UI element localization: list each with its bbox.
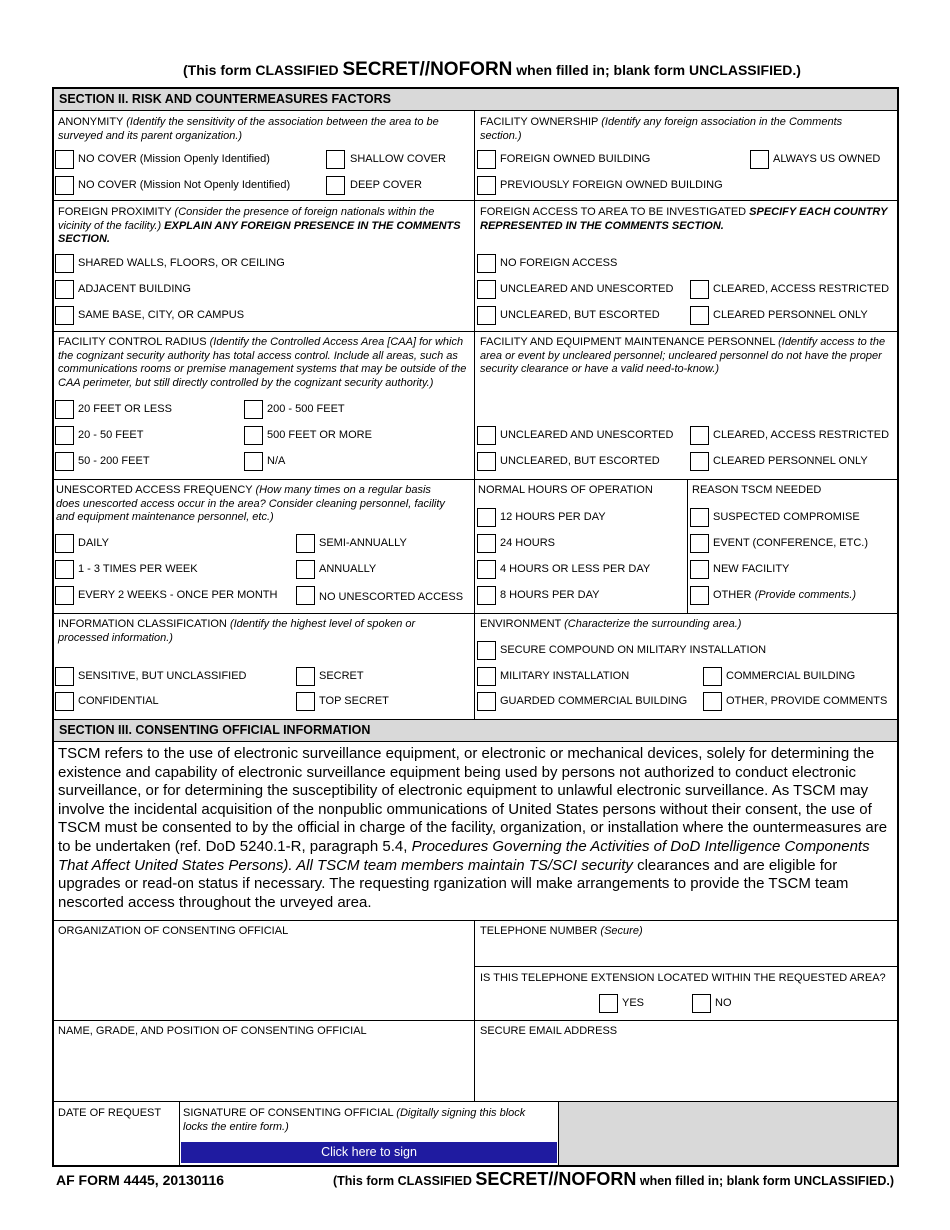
org-field[interactable] [56, 942, 472, 1018]
option-label: 50 - 200 FEET [78, 455, 150, 467]
checkbox-1-3-per-week[interactable] [55, 560, 74, 579]
divider [474, 920, 475, 1102]
option-label: TOP SECRET [319, 695, 389, 707]
option-label: UNCLEARED AND UNESCORTED [500, 283, 674, 295]
option-label: UNCLEARED AND UNESCORTED [500, 429, 674, 441]
option-label: ALWAYS US OWNED [773, 153, 881, 165]
checkbox-200-500ft[interactable] [244, 400, 263, 419]
checkbox-50-200ft[interactable] [55, 452, 74, 471]
option-label: NO COVER (Mission Not Openly Identified) [78, 179, 291, 191]
divider [54, 1020, 897, 1021]
divider [54, 331, 897, 332]
control-radius-label: FACILITY CONTROL RADIUS (Identify the Controlled Access Area [CAA] for which the cognizant security authority has total access control. Include all areas, such as communications rooms or premise management systems that may be outside of the CAA perimeter, but still directly controlled by the cognizant security authority.) [58, 336, 467, 389]
option-label: 24 HOURS [500, 537, 556, 549]
checkbox-4-hours-or-less[interactable] [477, 560, 496, 579]
classification-banner-bottom: (This form CLASSIFIED SECRET//NOFORN when filled in; blank form UNCLASSIFIED.) [333, 1169, 895, 1189]
option-label: 20 - 50 FEET [78, 429, 144, 441]
option-label: SENSITIVE, BUT UNCLASSIFIED [78, 670, 247, 682]
checkbox-mp-cleared-restricted[interactable] [690, 426, 709, 445]
checkbox-fa-cleared-restricted[interactable] [690, 280, 709, 299]
checkbox-no-cover-not-open[interactable] [55, 176, 74, 195]
checkbox-environment-other[interactable] [703, 692, 722, 711]
checkbox-annually[interactable] [296, 560, 315, 579]
option-label: CLEARED, ACCESS RESTRICTED [713, 283, 890, 295]
option-label: 12 HOURS PER DAY [500, 511, 606, 523]
checkbox-event[interactable] [690, 534, 709, 553]
ownership-label: FACILITY OWNERSHIP (Identify any foreign association in the Comments section.) [480, 116, 843, 142]
checkbox-previously-foreign-owned[interactable] [477, 176, 496, 195]
consent-paragraph: TSCM refers to the use of electronic surveillance equipment, or electronic or mechanical devices, solely for determining the existence and capability of electronic surveillance equipment being used by persons not authorized to conduct electronic surveillance, or for determining the susceptibility of electronic equipment to unlawful electronic surveillance. As TSCM may involve the incidental acquisition of the nonpublic ommunications of United States persons without their consent, the use of TSCM must be consented to by the official in charge of the facility, organization, or installation where the ountermeasures are to be undertaken (ref. DoD 5240.1-R, paragraph 5.4, Procedures Governing the Activities of DoD Intelligence Components That Affect United States Persons). All TSCM team members maintain TS/SCI security clearances and are eligible for upgrades or read-on status if necessary. The requesting rganization will make arrangements to provide the TSCM team nescorted access throughout the urveyed area. [58, 745, 888, 911]
option-label: DAILY [78, 537, 109, 549]
phone-field[interactable] [476, 942, 896, 964]
option-label: CLEARED, ACCESS RESTRICTED [713, 429, 890, 441]
option-label: SEMI-ANNUALLY [319, 537, 407, 549]
checkbox-reason-other[interactable] [690, 586, 709, 605]
checkbox-20-50ft[interactable] [55, 426, 74, 445]
maintenance-label: FACILITY AND EQUIPMENT MAINTENANCE PERSONNEL (Identify access to the area or event by uncleared personnel; uncleared personnel do not have the proper security clearance or have a valid need-to-know.) [480, 336, 886, 375]
org-label: ORGANIZATION OF CONSENTING OFFICIAL [58, 925, 289, 937]
name-label: NAME, GRADE, AND POSITION OF CONSENTING OFFICIAL [58, 1025, 367, 1037]
option-label: DEEP COVER [350, 179, 422, 191]
option-label: UNCLEARED, BUT ESCORTED [500, 309, 660, 321]
divider [179, 1101, 180, 1165]
option-label: COMMERCIAL BUILDING [726, 670, 856, 682]
option-label: 8 HOURS PER DAY [500, 589, 600, 601]
section-2-header: SECTION II. RISK AND COUNTERMEASURES FACTORS [54, 89, 897, 111]
checkbox-mp-uncleared-unescorted[interactable] [477, 426, 496, 445]
checkbox-sbu[interactable] [55, 667, 74, 686]
checkbox-confidential[interactable] [55, 692, 74, 711]
option-label: OTHER, PROVIDE COMMENTS [726, 695, 888, 707]
checkbox-same-base[interactable] [55, 306, 74, 325]
checkbox-no-cover-open[interactable] [55, 150, 74, 169]
option-label: PREVIOUSLY FOREIGN OWNED BUILDING [500, 179, 723, 191]
frequency-label: UNESCORTED ACCESS FREQUENCY (How many times on a regular basis does unescorted access occur in the area? Consider cleaning personnel, facility and equipment maintenance personnel, etc.) [56, 484, 445, 523]
checkbox-mp-cleared-only[interactable] [690, 452, 709, 471]
option-label: OTHER (Provide comments.) [713, 589, 857, 601]
option-label: NO FOREIGN ACCESS [500, 257, 618, 269]
divider [474, 110, 475, 719]
sign-button[interactable]: Click here to sign [181, 1142, 557, 1163]
checkbox-every-2-weeks[interactable] [55, 586, 74, 605]
option-label: CONFIDENTIAL [78, 695, 159, 707]
option-label: 200 - 500 FEET [267, 403, 345, 415]
checkbox-fa-cleared-only[interactable] [690, 306, 709, 325]
checkbox-commercial-building[interactable] [703, 667, 722, 686]
option-label: SHARED WALLS, FLOORS, OR CEILING [78, 257, 285, 269]
divider [474, 966, 897, 967]
option-label: SECRET [319, 670, 364, 682]
option-label: NEW FACILITY [713, 563, 790, 575]
divider [54, 479, 897, 480]
checkbox-no-foreign-access[interactable] [477, 254, 496, 273]
checkbox-12-hours[interactable] [477, 508, 496, 527]
hours-label: NORMAL HOURS OF OPERATION [478, 484, 653, 496]
option-label: SUSPECTED COMPROMISE [713, 511, 860, 523]
checkbox-new-facility[interactable] [690, 560, 709, 579]
option-label: 20 FEET OR LESS [78, 403, 172, 415]
option-label: 4 HOURS OR LESS PER DAY [500, 563, 651, 575]
anonymity-label: ANONYMITY (Identify the sensitivity of the association between the area to be surveyed and its parent organization.) [58, 116, 439, 142]
checkbox-shallow-cover[interactable] [326, 150, 345, 169]
checkbox-secure-compound[interactable] [477, 641, 496, 660]
phone-label: TELEPHONE NUMBER (Secure) [480, 925, 643, 937]
option-label: FOREIGN OWNED BUILDING [500, 153, 651, 165]
divider [54, 200, 897, 201]
checkbox-daily[interactable] [55, 534, 74, 553]
option-label: GUARDED COMMERCIAL BUILDING [500, 695, 688, 707]
checkbox-ext-no[interactable] [692, 994, 711, 1013]
foreign-access-label: FOREIGN ACCESS TO AREA TO BE INVESTIGATED SPECIFY EACH COUNTRY REPRESENTED IN THE COMMENTS SECTION. [480, 206, 888, 232]
info-classification-label: INFORMATION CLASSIFICATION (Identify the highest level of spoken or processed information.) [58, 618, 416, 644]
option-label: SAME BASE, CITY, OR CAMPUS [78, 309, 245, 321]
section-3-header: SECTION III. CONSENTING OFFICIAL INFORMATION [54, 720, 897, 742]
proximity-label: FOREIGN PROXIMITY (Consider the presence of foreign nationals within the vicinity of the facility.) EXPLAIN ANY FOREIGN PRESENCE IN THE COMMENTS SECTION. [58, 206, 461, 245]
checkbox-ext-yes[interactable] [599, 994, 618, 1013]
option-label: ANNUALLY [319, 563, 377, 575]
reason-label: REASON TSCM NEEDED [692, 484, 822, 496]
checkbox-semi-annually[interactable] [296, 534, 315, 553]
option-label: N/A [267, 455, 286, 467]
checkbox-deep-cover[interactable] [326, 176, 345, 195]
extension-question: IS THIS TELEPHONE EXTENSION LOCATED WITHIN THE REQUESTED AREA? [480, 972, 886, 984]
option-label: NO COVER (Mission Openly Identified) [78, 153, 270, 165]
classification-banner-top: (This form CLASSIFIED SECRET//NOFORN when filled in; blank form UNCLASSIFIED.) [183, 59, 801, 80]
option-label: CLEARED PERSONNEL ONLY [713, 455, 868, 467]
checkbox-500ft-or-more[interactable] [244, 426, 263, 445]
option-label: CLEARED PERSONNEL ONLY [713, 309, 868, 321]
date-field[interactable] [56, 1124, 177, 1164]
divider [54, 920, 897, 921]
option-label: SECURE COMPOUND ON MILITARY INSTALLATION [500, 644, 767, 656]
signature-label: SIGNATURE OF CONSENTING OFFICIAL (Digitally signing this block locks the entire form.) [183, 1107, 526, 1133]
environment-label: ENVIRONMENT (Characterize the surrounding area.) [480, 618, 742, 630]
name-field[interactable] [56, 1042, 472, 1099]
divider [54, 613, 897, 614]
option-label: UNCLEARED, BUT ESCORTED [500, 455, 660, 467]
option-label: ADJACENT BUILDING [78, 283, 191, 295]
option-label: EVERY 2 WEEKS - ONCE PER MONTH [78, 589, 278, 601]
option-label: SHALLOW COVER [350, 153, 446, 165]
option-label: EVENT (CONFERENCE, ETC.) [713, 537, 869, 549]
option-label: 500 FEET OR MORE [267, 429, 372, 441]
email-field[interactable] [476, 1042, 896, 1099]
option-label: MILITARY INSTALLATION [500, 670, 630, 682]
option-label: NO [715, 997, 732, 1009]
checkbox-fa-uncleared-escorted[interactable] [477, 306, 496, 325]
checkbox-foreign-owned[interactable] [477, 150, 496, 169]
checkbox-military-installation[interactable] [477, 667, 496, 686]
email-label: SECURE EMAIL ADDRESS [480, 1025, 618, 1037]
checkbox-20ft-or-less[interactable] [55, 400, 74, 419]
checkbox-fa-uncleared-unescorted[interactable] [477, 280, 496, 299]
locked-area [559, 1102, 897, 1165]
checkbox-no-unescorted[interactable] [296, 586, 315, 605]
checkbox-8-hours[interactable] [477, 586, 496, 605]
checkbox-top-secret[interactable] [296, 692, 315, 711]
option-label: YES [622, 997, 645, 1009]
date-label: DATE OF REQUEST [58, 1107, 162, 1119]
checkbox-24-hours[interactable] [477, 534, 496, 553]
divider [687, 479, 688, 613]
checkbox-radius-na[interactable] [244, 452, 263, 471]
option-label: NO UNESCORTED ACCESS [319, 591, 464, 603]
checkbox-shared-walls[interactable] [55, 254, 74, 273]
checkbox-secret[interactable] [296, 667, 315, 686]
form-id: AF FORM 4445, 20130116 [56, 1172, 225, 1188]
option-label: 1 - 3 TIMES PER WEEK [78, 563, 198, 575]
checkbox-guarded-commercial[interactable] [477, 692, 496, 711]
checkbox-always-us-owned[interactable] [750, 150, 769, 169]
checkbox-adjacent-building[interactable] [55, 280, 74, 299]
checkbox-suspected-compromise[interactable] [690, 508, 709, 527]
checkbox-mp-uncleared-escorted[interactable] [477, 452, 496, 471]
